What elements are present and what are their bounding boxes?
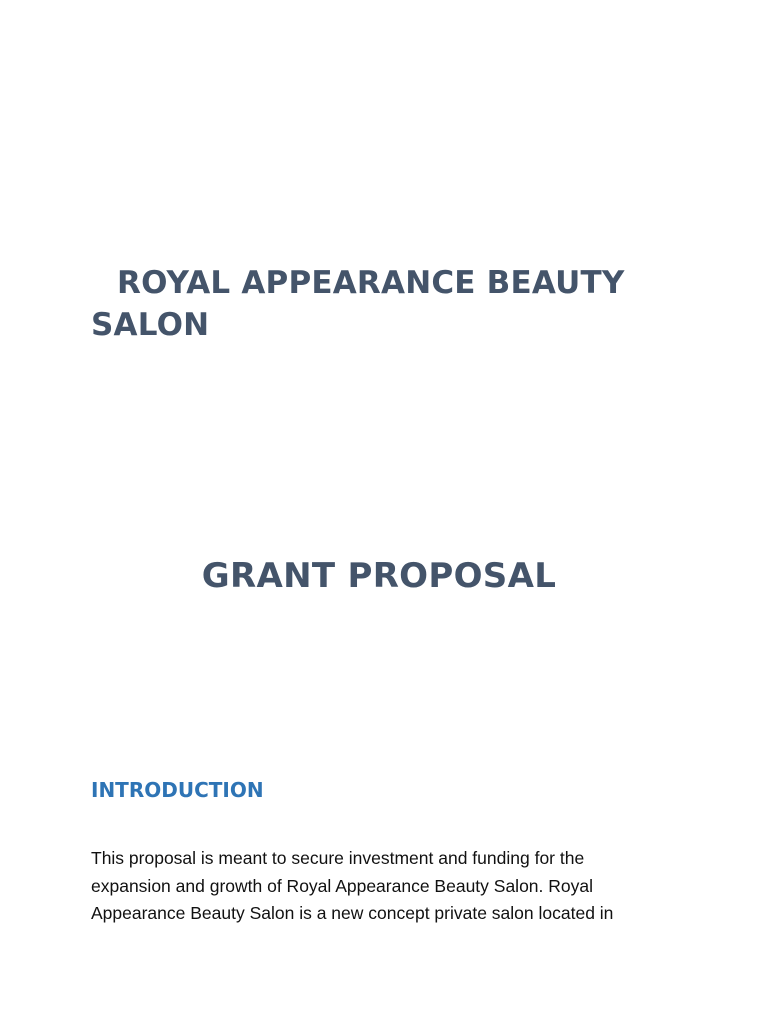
document-title-text: ROYAL APPEARANCE BEAUTY SALON	[91, 265, 625, 343]
document-title	[91, 262, 671, 346]
section-heading-introduction: INTRODUCTION	[91, 778, 264, 802]
document-subtitle: GRANT PROPOSAL	[201, 556, 557, 596]
introduction-paragraph: This proposal is meant to secure investment and funding for the expansion and growth of Royal Appearance Beauty Salon. Royal Appearance Beauty Salon is a new concept private salon located in	[91, 848, 614, 923]
